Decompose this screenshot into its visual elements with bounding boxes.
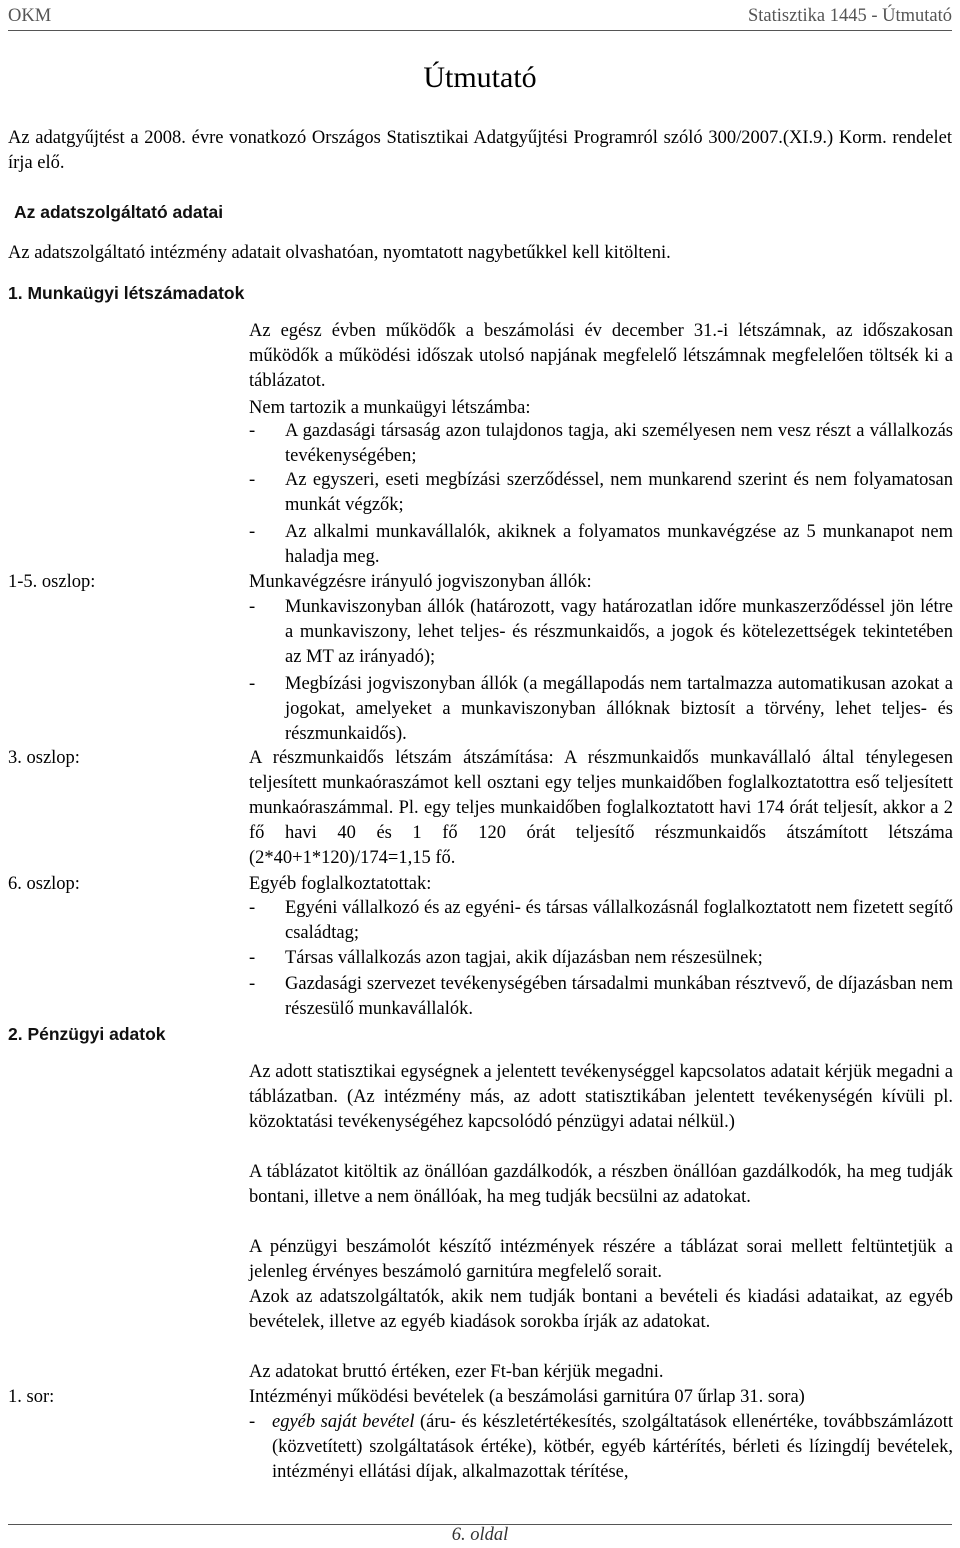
list-bullet: -: [249, 597, 256, 617]
list-item: Egyéni vállalkozó és az egyéni- és társas vállalkozásnál foglalkoztatott nem fizetett segítő családtag;: [285, 898, 953, 943]
col3-text: A részmunkaidős létszám átszámítása: A részmunkaidős munkavállaló által ténylegesen teljesített munkaóraszámot kell osztani egy teljes munkaidőben foglalkoztatottra eső teljesített munkaóraszámmal. Pl. egy teljes munkaidőben foglalkoztatott havi 174 órát teljesít, akkor a 2 fő havi 40 és 1 fő 120 órát teljesítő részmunkaidős átszámított létszáma (2*40+1*120)/174=1,15 fő.: [249, 748, 953, 868]
list-item: Megbízási jogviszonyban állók (a megállapodás nem tartalmazza automatikusan azokat a jogokat, amelyeket a munkaviszonyban állóknak biztosít a törvény, lehet teljes- és részmunkaidős).: [285, 674, 953, 744]
list-item-text: (áru- és készletértékesítés, szolgáltatások ellenértéke, továbbszámlázott (közvetített) szolgáltatások értéke), kötbér, egyéb kártérítés, bérleti és lízingdíj bevételek, intézményi ellátási díjak, alkalmazottak térítése,: [272, 1412, 953, 1482]
row1-text: Intézményi működési bevételek (a beszámolási garnitúra 07 űrlap 31. sora): [249, 1387, 805, 1407]
list-bullet: -: [249, 470, 256, 490]
row1-label: 1. sor:: [8, 1387, 55, 1407]
provider-heading: Az adatszolgáltató adatai: [14, 202, 224, 222]
section2-paragraph: A táblázatot kitöltik az önállóan gazdálkodók, a részben önállóan gazdálkodók, ha meg tudják bontani, illetve a nem önállóak, ha meg tudják becsülni az adatokat.: [249, 1162, 953, 1207]
page-number: 6. oldal: [451, 1525, 509, 1545]
list-item: [272, 1410, 953, 1485]
section1-exclusion-intro: Nem tartozik a munkaügyi létszámba:: [249, 398, 531, 418]
col6-text: Egyéb foglalkoztatottak:: [249, 874, 432, 894]
provider-text: Az adatszolgáltató intézmény adatait olvashatóan, nyomtatott nagybetűkkel kell kitölteni.: [8, 243, 671, 263]
italic-term: egyéb saját bevétel: [272, 1412, 415, 1432]
section1-paragraph: Az egész évben működők a beszámolási év december 31.-i létszámnak, az időszakosan működők a működési időszak utolsó napjának megfelelő létszámnak megfelelően töltsék ki a táblázatot.: [249, 321, 953, 391]
section2-paragraph: A pénzügyi beszámolót készítő intézmények részére a táblázat sorai mellett feltüntetjük a jelenleg érvényes beszámoló garnitúra megfelelő sorait.: [249, 1237, 953, 1282]
intro-paragraph: Az adatgyűjtést a 2008. évre vonatkozó Országos Statisztikai Adatgyűjtési Programról szóló 300/2007.(XI.9.) Korm. rendelet írja elő.: [8, 128, 952, 173]
section2-paragraph: Az adott statisztikai egységnek a jelentett tevékenységgel kapcsolatos adatait kérjük megadni a táblázatban. (Az intézmény más, az adott statisztikában jelentett tevékenységén kívüli pl. közoktatási tevékenységéhez kapcsolódó pénzügyi adatai nélkül.): [249, 1062, 953, 1132]
header-right: Statisztika 1445 - Útmutató: [748, 6, 952, 26]
list-bullet: -: [249, 948, 256, 968]
list-bullet: -: [249, 1412, 256, 1432]
col15-text: Munkavégzésre irányuló jogviszonyban állók:: [249, 572, 592, 592]
section2-paragraph: Az adatokat bruttó értéken, ezer Ft-ban kérjük megadni.: [249, 1362, 664, 1382]
list-bullet: -: [249, 898, 256, 918]
section1-heading: 1. Munkaügyi létszámadatok: [8, 283, 245, 303]
list-item: Társas vállalkozás azon tagjai, akik díjazásban nem részesülnek;: [285, 948, 763, 968]
list-item: Munkaviszonyban állók (határozott, vagy határozatlan időre munkaszerződéssel jön létre a munkaviszony, lehet teljes- és részmunkaidős, a jogok és kötelezettségek tekintetében az MT az irányadó);: [285, 597, 953, 667]
col15-label: 1-5. oszlop:: [8, 572, 96, 592]
section2-heading: 2. Pénzügyi adatok: [8, 1024, 166, 1044]
col6-label: 6. oszlop:: [8, 874, 80, 894]
list-item: Az alkalmi munkavállalók, akiknek a folyamatos munkavégzése az 5 munkanapot nem haladja meg.: [285, 522, 953, 567]
section2-paragraph: Azok az adatszolgáltatók, akik nem tudják bontani a bevételi és kiadási adataikat, az egyéb bevételek, illetve az egyéb kiadások sorokba írják az adatokat.: [249, 1287, 953, 1332]
list-bullet: -: [249, 674, 256, 694]
page-title: Útmutató: [423, 61, 537, 94]
header-left: OKM: [8, 6, 52, 26]
list-item: A gazdasági társaság azon tulajdonos tagja, aki személyesen nem vesz részt a vállalkozás tevékenységében;: [285, 421, 953, 466]
col3-label: 3. oszlop:: [8, 748, 80, 768]
list-item: Az egyszeri, eseti megbízási szerződéssel, nem munkarend szerint és nem folyamatosan munkát végzők;: [285, 470, 953, 515]
header-divider: [8, 30, 952, 31]
list-item: Gazdasági szervezet tevékenységében társadalmi munkában résztvevő, de díjazásban nem részesülő munkavállalók.: [285, 974, 953, 1019]
list-bullet: -: [249, 974, 256, 994]
list-bullet: -: [249, 522, 256, 542]
list-bullet: -: [249, 421, 256, 441]
